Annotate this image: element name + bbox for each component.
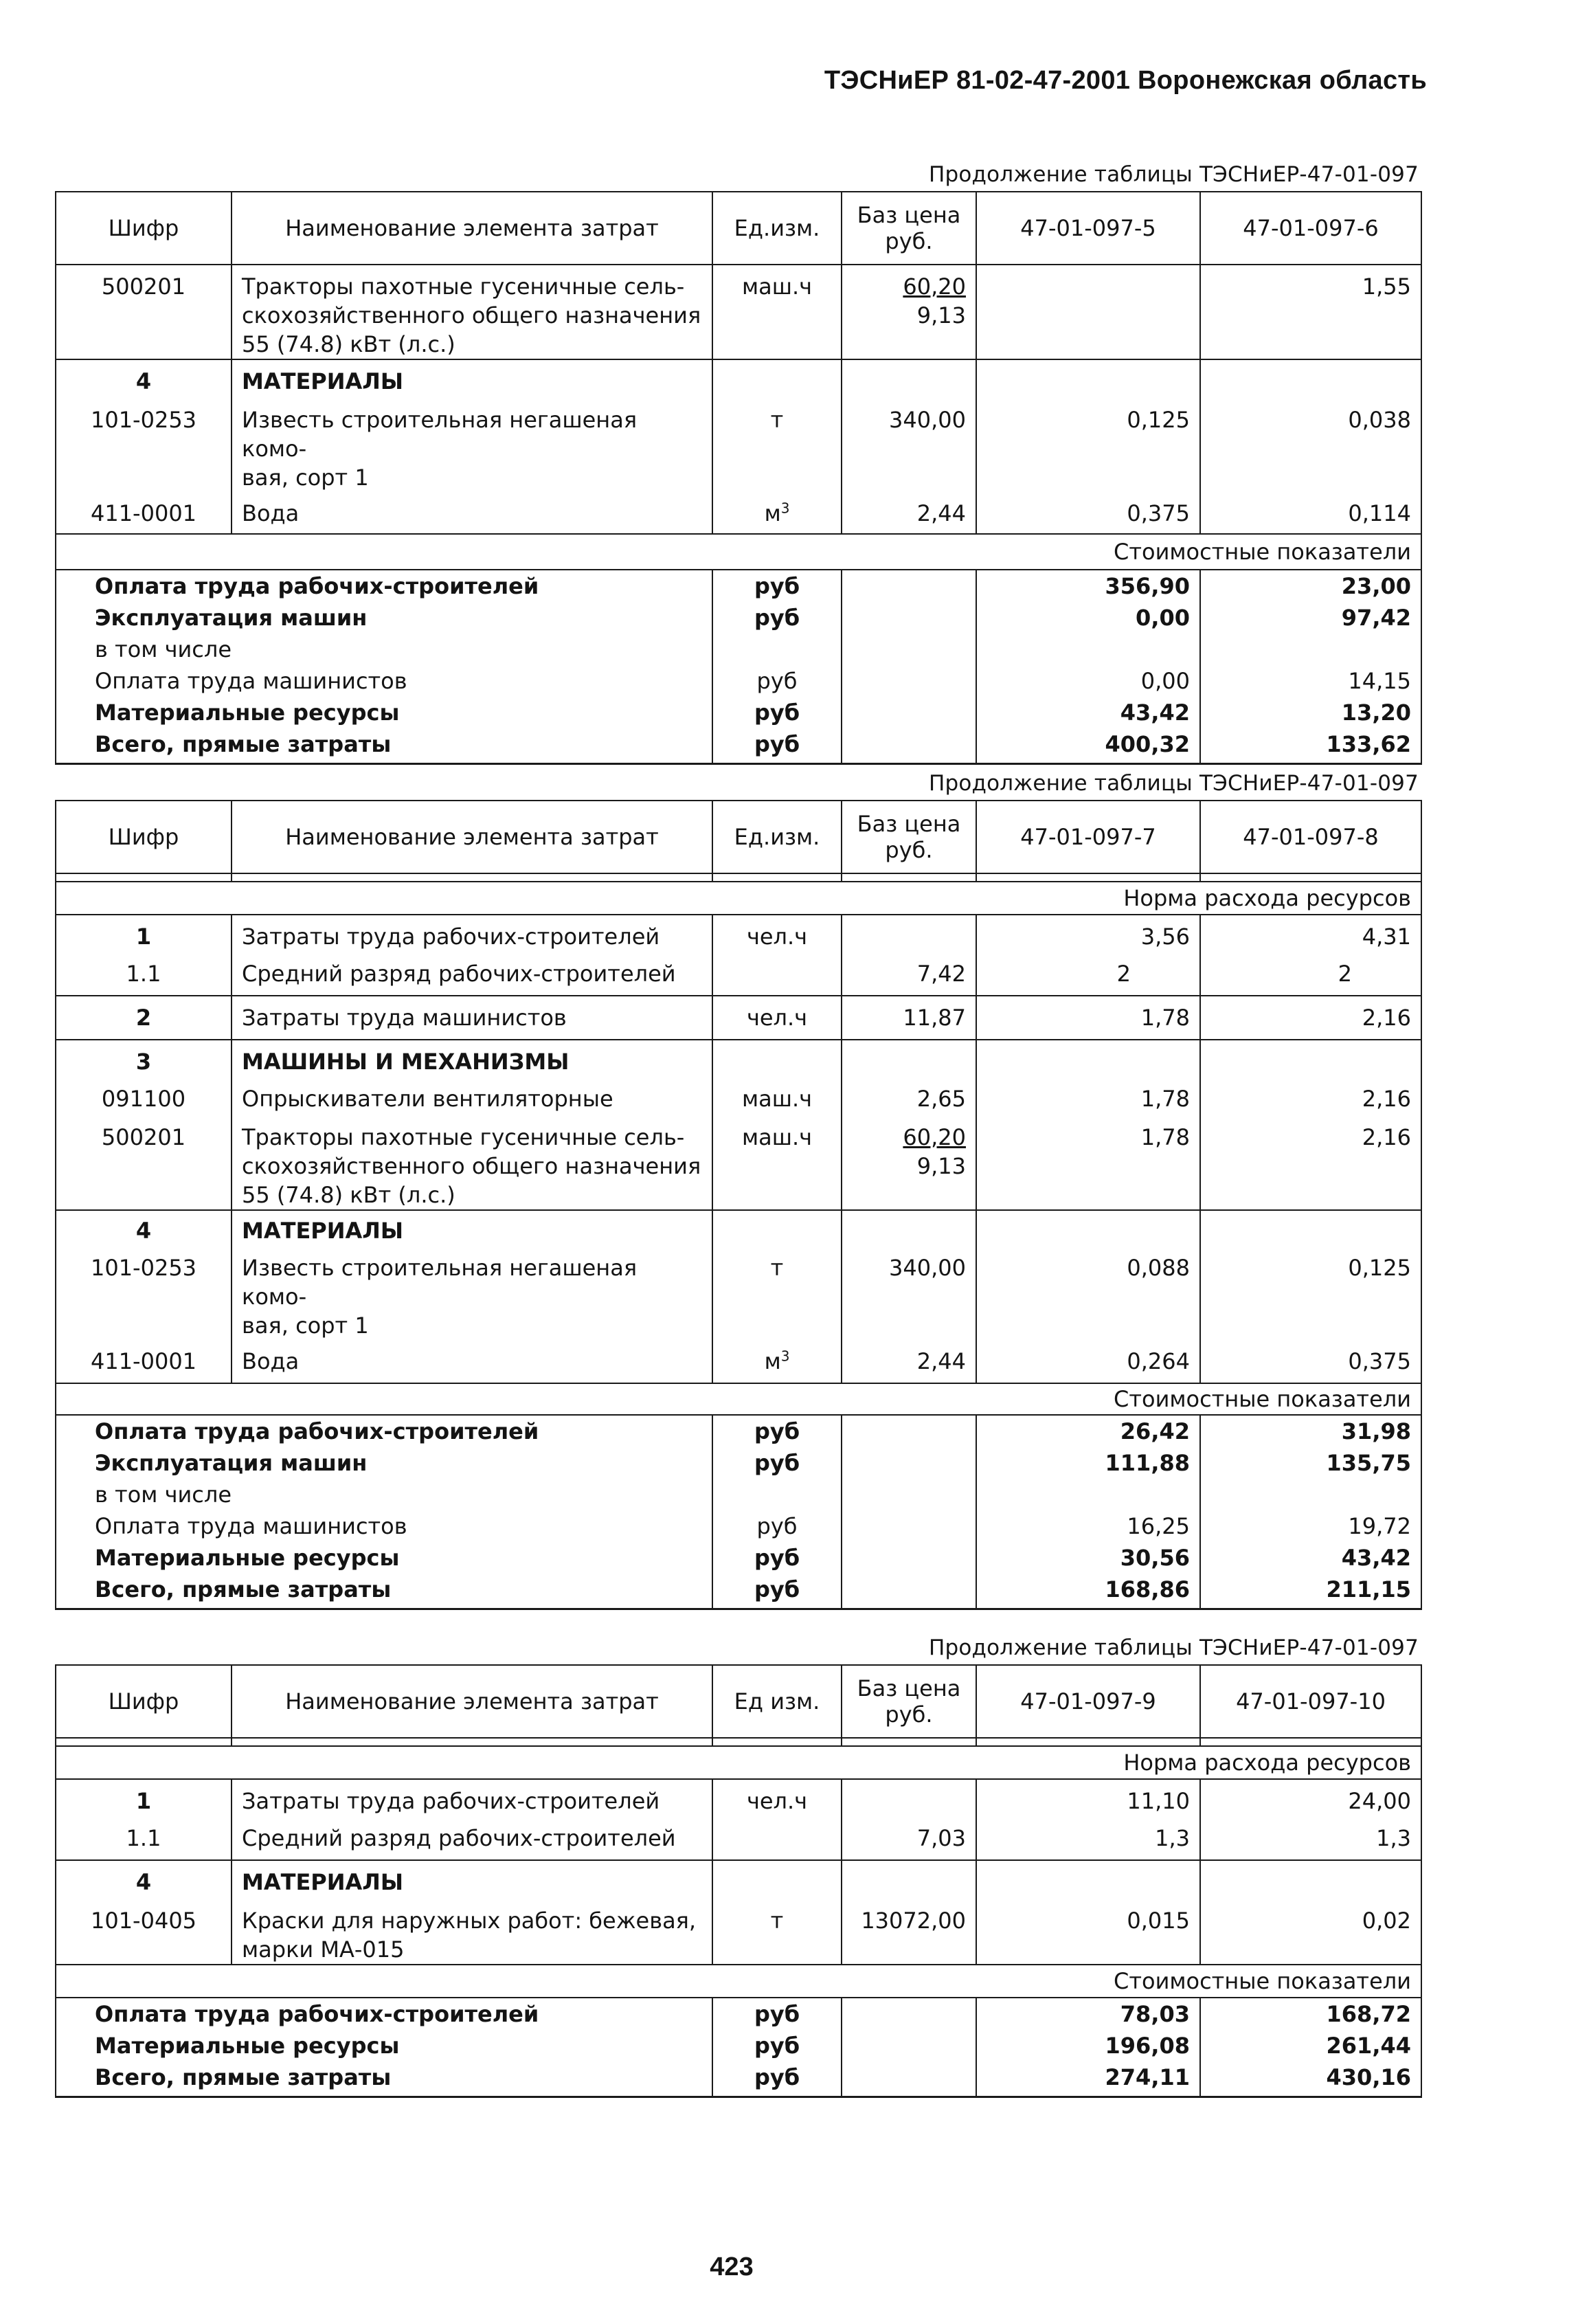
header-code: Шифр xyxy=(56,192,232,265)
row-code: 1.1 xyxy=(56,1815,232,1860)
cost-row xyxy=(56,634,1421,665)
row-value-a: 1,78 xyxy=(976,1076,1200,1113)
cost-row xyxy=(56,602,1421,634)
header-code: Шифр xyxy=(56,1665,232,1738)
cost-row xyxy=(56,2030,1421,2062)
row-name: Затраты труда рабочих-строителей xyxy=(232,915,712,951)
row-name: Средний разряд рабочих-строителей xyxy=(232,951,712,996)
row-value-b: 2,16 xyxy=(1200,1076,1421,1113)
cost-unit: руб xyxy=(712,1510,842,1542)
row-code: 500201 xyxy=(56,1113,232,1210)
row-unit: $м^3$ xyxy=(712,1340,842,1383)
cost-label: Оплата труда машинистов xyxy=(56,1510,712,1542)
row-value-a xyxy=(976,272,1200,359)
cost-label: Оплата труда машинистов xyxy=(56,665,712,697)
row-value-a: 0,088 xyxy=(976,1245,1200,1340)
table-row xyxy=(56,915,1421,951)
section-number: 4 xyxy=(56,1860,232,1897)
cost-value-b: 23,00 xyxy=(1200,570,1421,602)
cost-value-a: 16,25 xyxy=(976,1510,1200,1542)
row-unit: чел.ч xyxy=(712,996,842,1040)
row-value-b: 1,3 xyxy=(1200,1815,1421,1860)
cost-value-b: 31,98 xyxy=(1200,1415,1421,1447)
cost-row xyxy=(56,1447,1421,1479)
cost-unit: руб xyxy=(712,1447,842,1479)
cost-unit: руб xyxy=(712,1998,842,2030)
row-code: 1 xyxy=(56,1779,232,1815)
row-name: Тракторы пахотные гусеничные сель- скохозяйственного общего назначения 55 (74.8) кВт (л.с.) xyxy=(232,272,712,359)
row-name: Вода xyxy=(232,1340,712,1383)
row-code: 1.1 xyxy=(56,951,232,996)
header-col-a: 47-01-097-7 xyxy=(976,801,1200,873)
cost-label: Всего, прямые затраты xyxy=(56,1574,712,1609)
cost-title: Стоимостные показатели xyxy=(56,1965,1421,1998)
row-value-b: 0,125 xyxy=(1200,1245,1421,1340)
table3-caption: Продолжение таблицы ТЭСНиЕР-47-01-097 xyxy=(928,1635,1419,1660)
cost-label: Эксплуатация машин xyxy=(56,1447,712,1479)
cost-value-b: 168,72 xyxy=(1200,1998,1421,2030)
cost-value-b: 211,15 xyxy=(1200,1574,1421,1609)
cost-unit: руб xyxy=(712,665,842,697)
cost-value-a: 78,03 xyxy=(976,1998,1200,2030)
table-row xyxy=(56,1779,1421,1815)
table3 xyxy=(55,1664,1422,2098)
row-value-a: 3,56 xyxy=(976,915,1200,951)
table2-header-row xyxy=(56,801,1421,873)
norm-section-banner xyxy=(56,1746,1421,1779)
row-value-b: 2,16 xyxy=(1200,1113,1421,1210)
row-price: 60,20 9,13 xyxy=(842,272,976,359)
table-row xyxy=(56,492,1421,534)
header-unit: Ед изм. xyxy=(712,1665,842,1738)
table-row xyxy=(56,951,1421,996)
row-unit xyxy=(712,1815,842,1860)
row-value-b: 0,038 xyxy=(1200,396,1421,492)
row-price: 2,65 xyxy=(842,1076,976,1113)
header-price: Баз цена руб. xyxy=(842,801,976,873)
cost-row xyxy=(56,2062,1421,2097)
cost-value-b: 133,62 xyxy=(1200,728,1421,764)
norm-section-banner xyxy=(56,882,1421,915)
row-code: 500201 xyxy=(56,272,232,359)
row-code: 411-0001 xyxy=(56,1340,232,1383)
row-code: 101-0253 xyxy=(56,396,232,492)
cost-value-b: 97,42 xyxy=(1200,602,1421,634)
table2-caption: Продолжение таблицы ТЭСНиЕР-47-01-097 xyxy=(928,771,1419,796)
cost-value-a: 0,00 xyxy=(976,602,1200,634)
cost-row xyxy=(56,1574,1421,1609)
row-value-a: 0,375 xyxy=(976,492,1200,534)
cost-value-b: 261,44 xyxy=(1200,2030,1421,2062)
row-value-a: 11,10 xyxy=(976,1779,1200,1815)
row-code: 1 xyxy=(56,915,232,951)
cost-unit: руб xyxy=(712,2030,842,2062)
row-value-b: 24,00 xyxy=(1200,1779,1421,1815)
row-value-b: 0,114 xyxy=(1200,492,1421,534)
cost-value-a: 26,42 xyxy=(976,1415,1200,1447)
cost-value-b: 13,20 xyxy=(1200,697,1421,728)
section-number: 3 xyxy=(56,1040,232,1076)
cost-unit: руб xyxy=(712,1574,842,1609)
cost-value-a: 196,08 xyxy=(976,2030,1200,2062)
table-row xyxy=(56,1210,1421,1245)
header-code: Шифр xyxy=(56,801,232,873)
cost-unit: руб xyxy=(712,602,842,634)
cost-row xyxy=(56,1415,1421,1447)
row-unit: чел.ч xyxy=(712,1779,842,1815)
table-row xyxy=(56,1815,1421,1860)
table-row xyxy=(56,1113,1421,1210)
section-title: МАТЕРИАЛЫ xyxy=(232,1210,712,1245)
row-price xyxy=(842,915,976,951)
cost-unit: руб xyxy=(712,2062,842,2097)
cost-title: Стоимостные показатели xyxy=(56,534,1421,570)
header-price: Баз цена руб. xyxy=(842,192,976,265)
row-name: Известь строительная негашеная комо- вая, сорт 1 xyxy=(232,1245,712,1340)
row-name: Средний разряд рабочих-строителей xyxy=(232,1815,712,1860)
header-col-a: 47-01-097-5 xyxy=(976,192,1200,265)
cost-value-a: 0,00 xyxy=(976,665,1200,697)
row-unit: т xyxy=(712,1897,842,1965)
row-unit: маш.ч xyxy=(712,1076,842,1113)
cost-label: Эксплуатация машин xyxy=(56,602,712,634)
table-row xyxy=(56,1245,1421,1340)
row-code: 411-0001 xyxy=(56,492,232,534)
row-price xyxy=(842,1779,976,1815)
table-row xyxy=(56,1040,1421,1076)
table1-header-row xyxy=(56,192,1421,265)
row-value-a: 0,015 xyxy=(976,1897,1200,1965)
page-number: 423 xyxy=(710,2253,754,2281)
row-price: 7,42 xyxy=(842,951,976,996)
row-value-b: 0,02 xyxy=(1200,1897,1421,1965)
row-code: 101-0253 xyxy=(56,1245,232,1340)
table2 xyxy=(55,800,1422,1610)
cost-value-a: 111,88 xyxy=(976,1447,1200,1479)
section-title: МАТЕРИАЛЫ xyxy=(232,1860,712,1897)
cost-value-a: 400,32 xyxy=(976,728,1200,764)
header-name: Наименование элемента затрат xyxy=(232,1665,712,1738)
cost-value-a: 30,56 xyxy=(976,1542,1200,1574)
section-title: МАШИНЫ И МЕХАНИЗМЫ xyxy=(232,1040,712,1076)
cost-value-a: 274,11 xyxy=(976,2062,1200,2097)
row-name: Затраты труда машинистов xyxy=(232,996,712,1040)
table-row xyxy=(56,996,1421,1040)
cost-label: Оплата труда рабочих-строителей xyxy=(56,1998,712,2030)
row-price: 340,00 xyxy=(842,396,976,492)
row-unit: чел.ч xyxy=(712,915,842,951)
row-value-b: 2 xyxy=(1200,951,1421,996)
header-name: Наименование элемента затрат xyxy=(232,192,712,265)
row-value-b: 1,55 xyxy=(1200,272,1421,359)
cost-row xyxy=(56,1479,1421,1510)
row-value-a: 1,78 xyxy=(976,996,1200,1040)
cost-label: Материальные ресурсы xyxy=(56,1542,712,1574)
header-col-b: 47-01-097-6 xyxy=(1200,192,1421,265)
cost-unit: руб xyxy=(712,1415,842,1447)
section-number: 4 xyxy=(56,359,232,396)
cost-value-b: 14,15 xyxy=(1200,665,1421,697)
header-col-a: 47-01-097-9 xyxy=(976,1665,1200,1738)
table-row xyxy=(56,1340,1421,1383)
cost-row xyxy=(56,570,1421,602)
row-value-a: 0,264 xyxy=(976,1340,1200,1383)
row-price: 2,44 xyxy=(842,1340,976,1383)
cost-value-b: 19,72 xyxy=(1200,1510,1421,1542)
cost-value-a: 168,86 xyxy=(976,1574,1200,1609)
cost-value-a: 43,42 xyxy=(976,697,1200,728)
cost-value-b: 43,42 xyxy=(1200,1542,1421,1574)
row-value-a: 0,125 xyxy=(976,396,1200,492)
header-price: Баз цена руб. xyxy=(842,1665,976,1738)
row-value-a: 2 xyxy=(976,951,1200,996)
row-value-a: 1,3 xyxy=(976,1815,1200,1860)
row-unit: т xyxy=(712,1245,842,1340)
cost-title: Стоимостные показатели xyxy=(56,1383,1421,1415)
row-value-b: 0,375 xyxy=(1200,1340,1421,1383)
header-unit: Ед.изм. xyxy=(712,801,842,873)
row-name: Затраты труда рабочих-строителей xyxy=(232,1779,712,1815)
cost-section-banner xyxy=(56,1383,1421,1415)
header-unit: Ед.изм. xyxy=(712,192,842,265)
cost-label: Материальные ресурсы xyxy=(56,697,712,728)
table-row xyxy=(56,1897,1421,1965)
norm-title: Норма расхода ресурсов xyxy=(56,882,1421,915)
row-name: Опрыскиватели вентиляторные xyxy=(232,1076,712,1113)
cost-unit: руб xyxy=(712,1542,842,1574)
cost-label: Всего, прямые затраты xyxy=(56,728,712,764)
section-number: 4 xyxy=(56,1210,232,1245)
row-value-b: 4,31 xyxy=(1200,915,1421,951)
cost-row xyxy=(56,728,1421,764)
cost-label: в том числе xyxy=(56,634,712,665)
cost-section-banner xyxy=(56,534,1421,570)
cost-value-b: 430,16 xyxy=(1200,2062,1421,2097)
cost-unit: руб xyxy=(712,728,842,764)
norm-title: Норма расхода ресурсов xyxy=(56,1746,1421,1779)
row-name: Известь строительная негашеная комо- вая, сорт 1 xyxy=(232,396,712,492)
section-title: МАТЕРИАЛЫ xyxy=(232,359,712,396)
cost-unit: руб xyxy=(712,570,842,602)
header-col-b: 47-01-097-10 xyxy=(1200,1665,1421,1738)
cost-row xyxy=(56,665,1421,697)
table3-header-row xyxy=(56,1665,1421,1738)
table-row xyxy=(56,1076,1421,1113)
row-unit: $м^3$ xyxy=(712,492,842,534)
cost-row xyxy=(56,1998,1421,2030)
page-header: ТЭСНиЕР 81-02-47-2001 Воронежская область xyxy=(824,66,1427,95)
cost-section-banner xyxy=(56,1965,1421,1998)
row-price: 2,44 xyxy=(842,492,976,534)
cost-row xyxy=(56,1510,1421,1542)
cost-value-b: 135,75 xyxy=(1200,1447,1421,1479)
row-price: 340,00 xyxy=(842,1245,976,1340)
cost-row xyxy=(56,697,1421,728)
row-unit: маш.ч xyxy=(712,1113,842,1210)
table1 xyxy=(55,191,1422,765)
row-name: Тракторы пахотные гусеничные сель- скохозяйственного общего назначения 55 (74.8) кВт (л.с.) xyxy=(232,1113,712,1210)
cost-row xyxy=(56,1542,1421,1574)
table1-caption: Продолжение таблицы ТЭСНиЕР-47-01-097 xyxy=(928,162,1419,187)
cost-unit: руб xyxy=(712,697,842,728)
header-name: Наименование элемента затрат xyxy=(232,801,712,873)
row-code: 091100 xyxy=(56,1076,232,1113)
row-price: 11,87 xyxy=(842,996,976,1040)
row-code: 101-0405 xyxy=(56,1897,232,1965)
table-row xyxy=(56,359,1421,396)
cost-label: Оплата труда рабочих-строителей xyxy=(56,1415,712,1447)
table-row xyxy=(56,396,1421,492)
row-price: 13072,00 xyxy=(842,1897,976,1965)
row-price: 7,03 xyxy=(842,1815,976,1860)
row-price: 60,20 9,13 xyxy=(842,1113,976,1210)
table-row xyxy=(56,1860,1421,1897)
cost-label: Материальные ресурсы xyxy=(56,2030,712,2062)
header-col-b: 47-01-097-8 xyxy=(1200,801,1421,873)
table-row xyxy=(56,272,1421,359)
cost-label: Оплата труда рабочих-строителей xyxy=(56,570,712,602)
cost-value-a: 356,90 xyxy=(976,570,1200,602)
row-name: Вода xyxy=(232,492,712,534)
row-unit: т xyxy=(712,396,842,492)
cost-label: Всего, прямые затраты xyxy=(56,2062,712,2097)
row-unit: маш.ч xyxy=(712,272,842,359)
row-name: Краски для наружных работ: бежевая, марки МА-015 xyxy=(232,1897,712,1965)
row-code: 2 xyxy=(56,996,232,1040)
row-value-a: 1,78 xyxy=(976,1113,1200,1210)
row-value-b: 2,16 xyxy=(1200,996,1421,1040)
cost-label: в том числе xyxy=(56,1479,712,1510)
row-unit xyxy=(712,951,842,996)
